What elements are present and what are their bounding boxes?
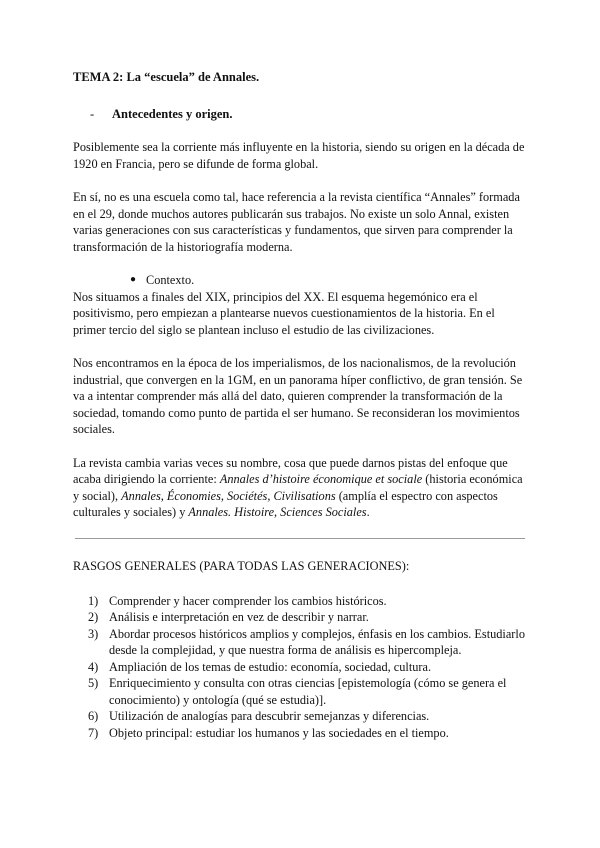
list-item-text: Ampliación de los temas de estudio: economía, sociedad, cultura.: [109, 659, 432, 674]
section-heading-rasgos: RASGOS GENERALES (PARA TODAS LAS GENERACIONES):: [73, 558, 410, 573]
list-item: [88, 675, 525, 708]
list-item: [88, 609, 525, 626]
bullet-dot-icon: ●: [130, 274, 137, 285]
list-item: [88, 708, 525, 725]
text-run: (amplía el espectro con aspectos culturales y sociales) y: [73, 488, 498, 519]
subheading-dash: -: [90, 107, 95, 121]
list-item-number: 7): [88, 725, 99, 740]
text-run: .: [366, 505, 370, 519]
bullet-text: Contexto.: [146, 273, 195, 287]
list-item-text: Objeto principal: estudiar los humanos y las sociedades en el tiempo.: [109, 725, 449, 740]
bullet-contexto: [130, 272, 525, 289]
list-item-number: 5): [88, 676, 99, 690]
list-item-text: Comprender y hacer comprender los cambios históricos.: [109, 593, 387, 608]
paragraph-nombres-revista: [73, 455, 525, 521]
list-item-text: Análisis e interpretación en vez de describir y narrar.: [109, 610, 369, 624]
list-item: [88, 626, 525, 659]
rasgos-list: [73, 593, 525, 742]
list-item: [88, 659, 525, 676]
subheading-text: Antecedentes y origen.: [112, 107, 233, 121]
list-item-text: Abordar procesos históricos amplios y complejos, énfasis en los cambios. Estudiarlo desde la complejidad, y que nuestra forma de análisis es hipercompleja.: [109, 626, 525, 657]
journal-name-3: Annales. Histoire, Sciences Sociales: [188, 505, 367, 519]
list-item-number: 1): [88, 593, 99, 608]
text-run: La revista cambia varias veces su nombre, cosa que puede darnos pistas del enfoque que acaba dirigiendo la corriente:: [73, 455, 508, 486]
page-title: TEMA 2: La “escuela” de Annales.: [73, 70, 260, 84]
list-item-number: 2): [88, 610, 99, 624]
paragraph-imperialismos: Nos encontramos en la época de los imperialismos, de los nacionalismos, de la revolución industrial, que convergen en la 1GM, en un panorama híper conflictivo, de gran tensión. Se va a intentar comprender más allá del dato, quieren comprender la transformación de la sociedad, tomando como punto de partida el ser humano. Se reconsideran los movimientos sociales.: [73, 356, 523, 436]
section-subheading: [90, 107, 525, 122]
paragraph-revista: En sí, no es una escuela como tal, hace referencia a la revista científica “Annales” formada en el 29, donde muchos autores publicarán sus trabajos. No existe un solo Annal, existen varias generaciones con sus características y fundamentos, que sirven para comprender la transformación de la historiografía moderna.: [73, 190, 520, 254]
paragraph-contexto: Nos situamos a finales del XIX, principios del XX. El esquema hegemónico era el positivismo, pero empiezan a plantearse nuevos cuestionamientos de la historia. En el primer tercio del siglo se plantean incluso el estudio de las civilizaciones.: [73, 289, 495, 337]
list-item-number: 4): [88, 659, 99, 674]
text-run: (historia económica y social),: [73, 472, 523, 503]
journal-name-1: Annales d’histoire économique et sociale: [219, 472, 423, 486]
list-item: [88, 725, 525, 742]
horizontal-divider: [75, 538, 525, 539]
list-item: [88, 593, 525, 610]
paragraph-origin: Posiblemente sea la corriente más influyente en la historia, siendo su origen en la década de 1920 en Francia, pero se difunde de forma global.: [73, 140, 525, 171]
journal-name-2: Annales, Économies, Sociétés, Civilisations: [121, 488, 336, 503]
list-item-text: Utilización de analogías para descubrir semejanzas y diferencias.: [109, 709, 430, 723]
list-item-number: 3): [88, 626, 99, 641]
list-item-text: Enriquecimiento y consulta con otras ciencias [epistemología (cómo se genera el conocimiento) y ontología (qué se estudia)].: [109, 676, 507, 707]
list-item-number: 6): [88, 709, 99, 723]
